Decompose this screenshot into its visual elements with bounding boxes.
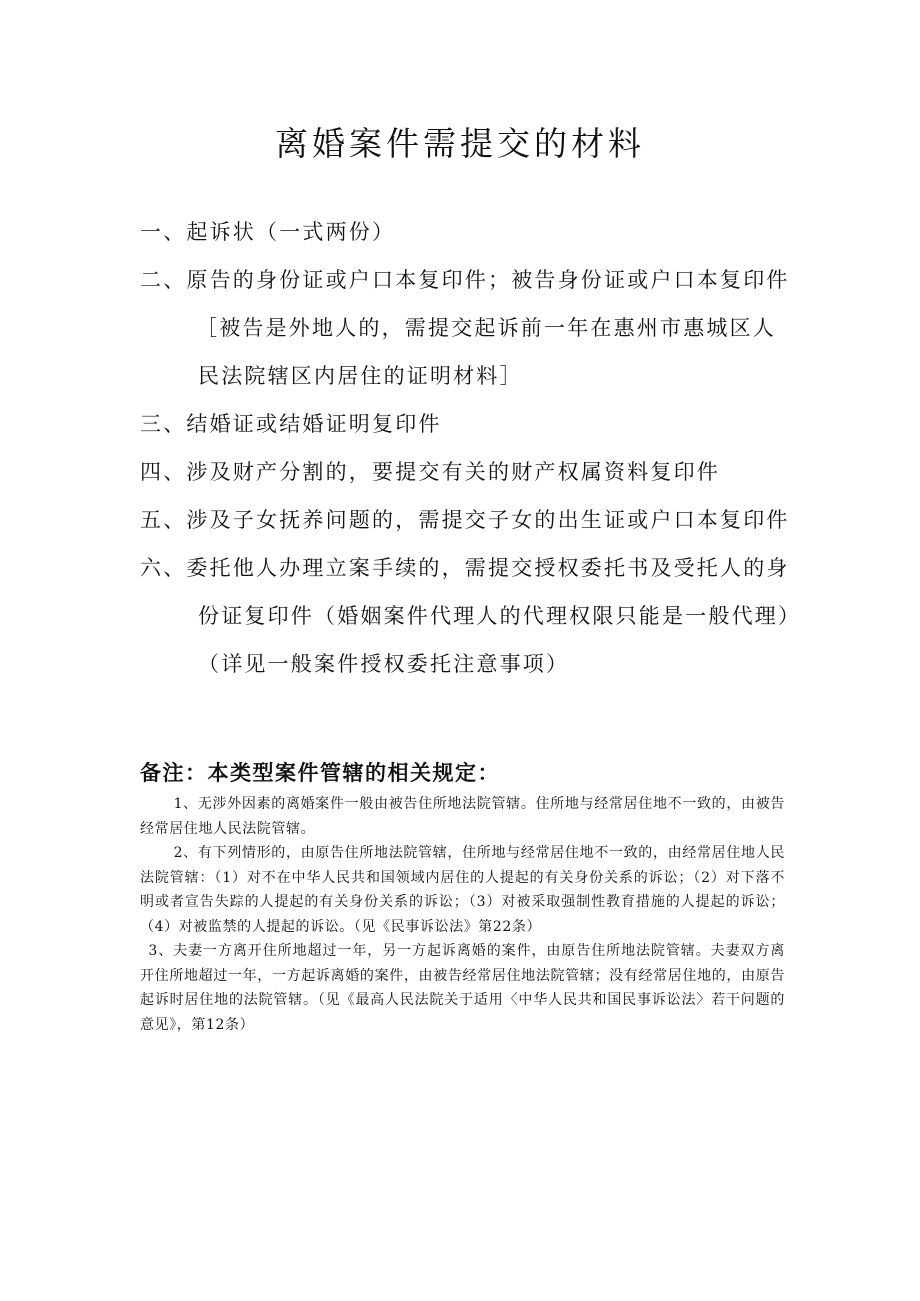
list-item-1: 一、起诉状（一式两份） bbox=[140, 220, 396, 244]
list-item-3: 三、结婚证或结婚证明复印件 bbox=[140, 412, 442, 436]
list-item-2: 二、原告的身份证或户口本复印件；被告身份证或户口本复印件 bbox=[140, 268, 790, 292]
note-paragraph-3: 3、夫妻一方离开住所地超过一年，另一方起诉离婚的案件，由原告住所地法院管辖。夫妻双方离开住所地超过一年，一方起诉离婚的案件，由被告经常居住地法院管辖；没有经常居住地的，由原告起诉时居住地的法院管辖。（见《最高人民法院关于适用〈中华人民共和国民事诉讼法〉若干问题的意见》，第12条） bbox=[140, 943, 785, 1033]
document-title: 离婚案件需提交的材料 bbox=[275, 124, 645, 163]
note-paragraph-1: 1、无涉外因素的离婚案件一般由被告住所地法院管辖。住所地与经常居住地不一致的，由被告经常居住地人民法院管辖。 bbox=[140, 796, 785, 837]
list-item-5: 五、涉及子女抚养问题的，需提交子女的出生证或户口本复印件 bbox=[140, 508, 790, 532]
list-item-2-note-line-1: ［被告是外地人的，需提交起诉前一年在惠州市惠城区人 bbox=[196, 316, 776, 340]
notes-section bbox=[140, 792, 785, 1037]
list-item-4: 四、涉及财产分割的，要提交有关的财产权属资料复印件 bbox=[140, 460, 720, 484]
note-paragraph-2: 2、有下列情形的，由原告住所地法院管辖，住所地与经常居住地不一致的，由经常居住地人民法院管辖：（1）对不在中华人民共和国领域内居住的人提起的有关身份关系的诉讼；（2）对下落不明或者宣告失踪的人提起的有关身份关系的诉讼；（3）对被采取强制性教育措施的人提起的诉讼；（4）对被监禁的人提起的诉讼。（见《民事诉讼法》第22条） bbox=[140, 845, 785, 935]
list-item-6-continuation: 份证复印件（婚姻案件代理人的代理权限只能是一般代理） bbox=[198, 604, 802, 628]
list-item-2-note-line-2: 民法院辖区内居住的证明材料］ bbox=[198, 364, 523, 388]
list-item-6: 六、委托他人办理立案手续的，需提交授权委托书及受托人的身 bbox=[140, 556, 790, 580]
notes-heading: 备注：本类型案件管辖的相关规定： bbox=[140, 761, 500, 785]
list-item-6-reference: （详见一般案件授权委托注意事项） bbox=[198, 652, 570, 676]
